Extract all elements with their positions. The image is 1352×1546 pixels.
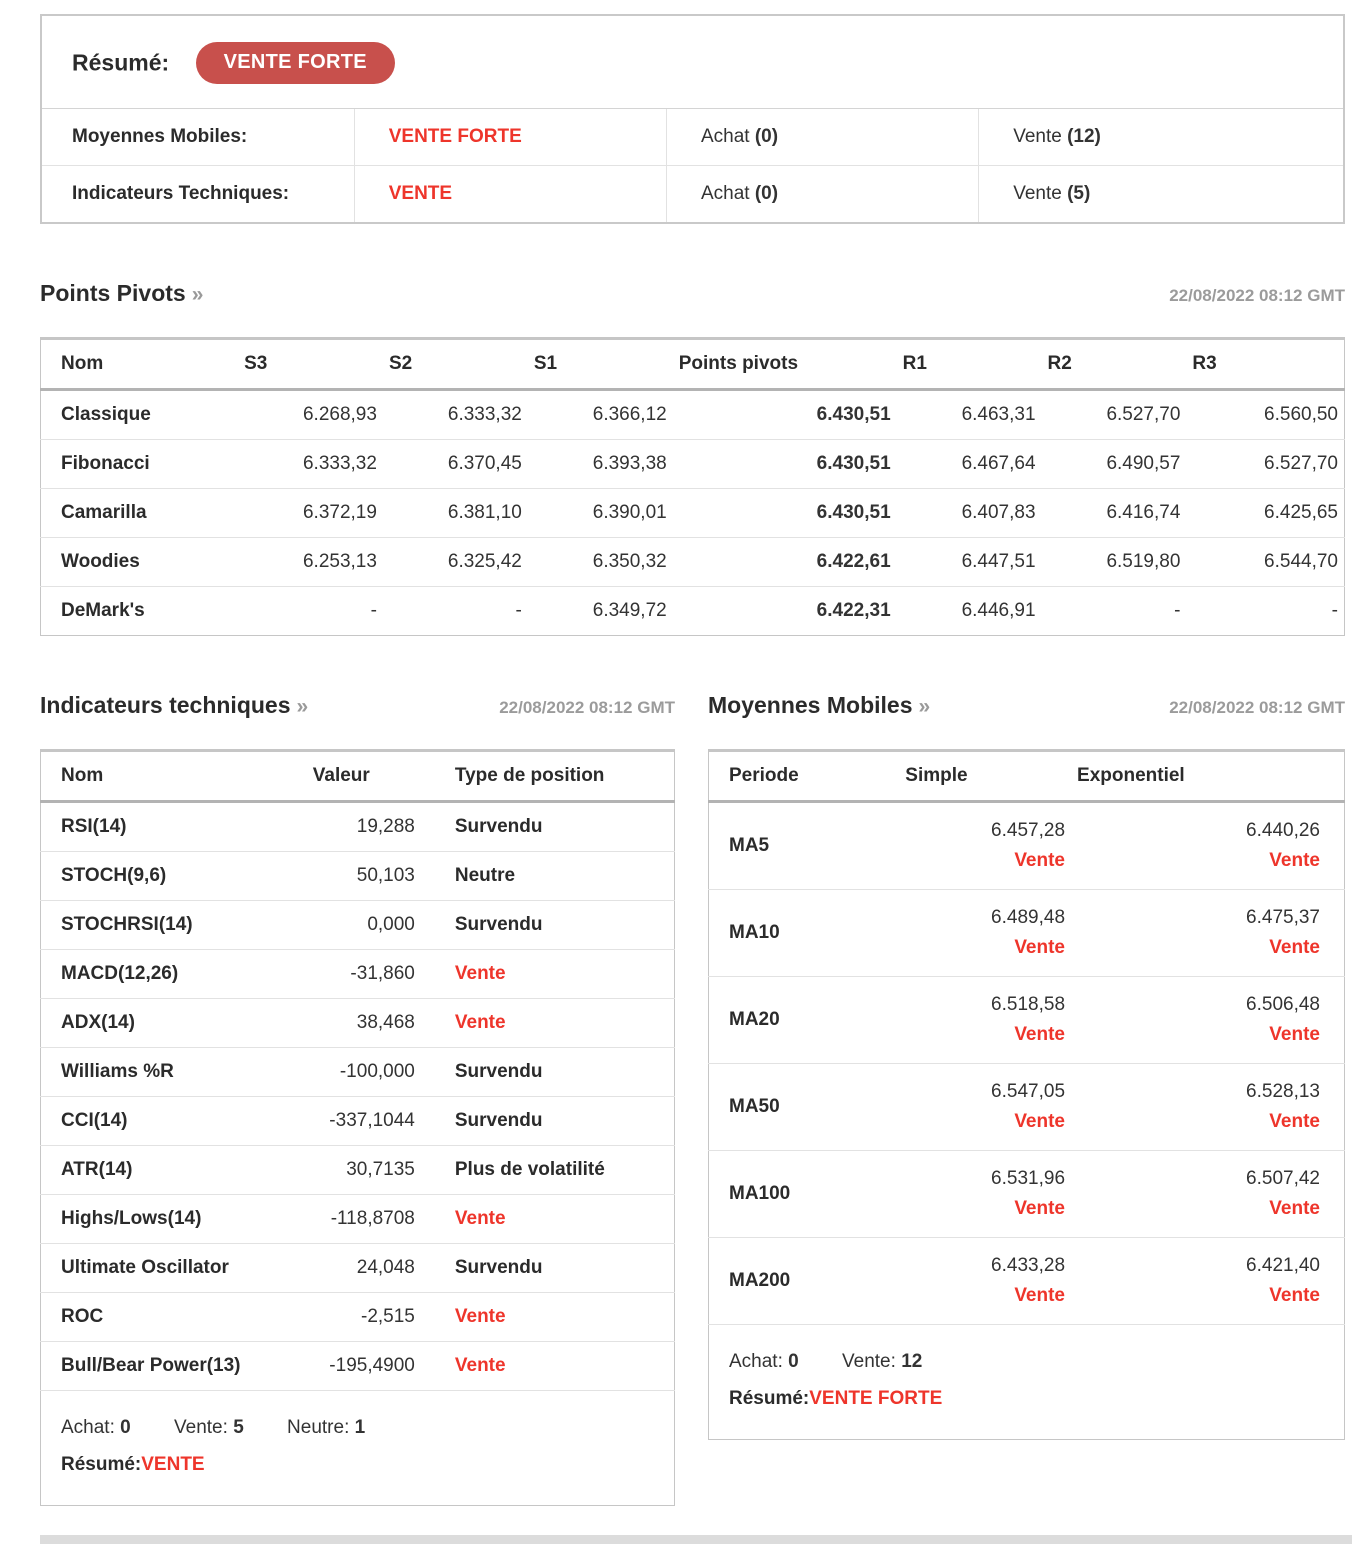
col-header-s3: S3: [238, 339, 383, 390]
summary-row-achat: Achat (0): [666, 166, 978, 223]
pivot-points-table: [40, 337, 1345, 636]
col-header-valeur: Valeur: [307, 751, 421, 802]
indicator-row-macd: MACD(12,26) -31,860 Vente: [41, 950, 675, 999]
pivot-header-row: [41, 339, 1345, 390]
col-header-points-pivots: Points pivots: [673, 339, 897, 390]
pivot-row-demarks: DeMark's - - 6.349,72 6.422,31 6.446,91 - -: [41, 587, 1345, 636]
ma-row-ma100: MA100 6.531,96 Vente 6.507,42 Vente: [709, 1151, 1345, 1238]
summary-header: [42, 16, 1343, 109]
ma-row-ma10: MA10 6.489,48 Vente 6.475,37 Vente: [709, 890, 1345, 977]
moving-averages-summary: Résumé:VENTE FORTE: [729, 1388, 943, 1409]
moving-averages-counts: Achat: 0 Vente: 12: [729, 1351, 923, 1372]
indicators-summary: Résumé:VENTE: [61, 1454, 205, 1475]
indicators-section-header: [40, 692, 675, 719]
indicator-row-stoch: STOCH(9,6) 50,103 Neutre: [41, 852, 675, 901]
moving-averages-panel: [708, 692, 1345, 1506]
ma-row-ma200: MA200 6.433,28 Vente 6.421,40 Vente: [709, 1238, 1345, 1325]
summary-row-technical-indicators: [42, 166, 1343, 223]
col-header-r2: R2: [1042, 339, 1187, 390]
moving-averages-footer-row: [709, 1325, 1345, 1440]
chevron-right-icon: »: [296, 695, 309, 718]
pivot-row-classique: Classique 6.268,93 6.333,32 6.366,12 6.430,51 6.463,31 6.527,70 6.560,50: [61, 404, 1338, 425]
indicator-row-rsi: RSI(14) 19,288 Survendu: [61, 816, 543, 837]
ma-row-ma5: MA5 6.457,28 Vente 6.440,26 Vente: [729, 820, 1320, 871]
indicator-row-highs-lows: Highs/Lows(14) -118,8708 Vente: [41, 1195, 675, 1244]
summary-badge: VENTE FORTE: [196, 42, 395, 84]
col-header-exponentiel: Exponentiel: [1071, 751, 1344, 802]
moving-averages-timestamp: 22/08/2022 08:12 GMT: [1169, 698, 1345, 717]
pivots-timestamp: 22/08/2022 08:12 GMT: [1169, 286, 1345, 305]
col-header-type: Type de position: [421, 751, 675, 802]
summary-box: [40, 14, 1345, 224]
summary-row-vente: Vente (5): [979, 166, 1343, 223]
moving-averages-section-header: [708, 692, 1345, 719]
summary-title: Résumé:: [72, 49, 170, 76]
indicators-counts: Achat: 0 Vente: 5 Neutre: 1: [61, 1417, 366, 1438]
summary-row-label: Indicateurs Techniques:: [42, 166, 354, 223]
summary-row-vente: Vente (12): [979, 109, 1343, 166]
summary-row-achat: Achat (0): [666, 109, 978, 166]
indicator-row-cci: CCI(14) -337,1044 Survendu: [41, 1097, 675, 1146]
moving-averages-title-link[interactable]: Moyennes Mobiles »: [708, 692, 931, 718]
pivots-section-header: [40, 280, 1345, 307]
indicators-table: [40, 749, 675, 1506]
moving-averages-header-row: [709, 751, 1345, 802]
col-header-s2: S2: [383, 339, 528, 390]
ma-row-ma50: MA50 6.547,05 Vente 6.528,13 Vente: [709, 1064, 1345, 1151]
indicator-row-roc: ROC -2,515 Vente: [41, 1293, 675, 1342]
indicator-row-williams: Williams %R -100,000 Survendu: [41, 1048, 675, 1097]
pivot-row-camarilla: Camarilla 6.372,19 6.381,10 6.390,01 6.430,51 6.407,83 6.416,74 6.425,65: [41, 489, 1345, 538]
col-header-s1: S1: [528, 339, 673, 390]
pivot-row-fibonacci: Fibonacci 6.333,32 6.370,45 6.393,38 6.430,51 6.467,64 6.490,57 6.527,70: [41, 440, 1345, 489]
indicator-row-ultimate-oscillator: Ultimate Oscillator 24,048 Survendu: [41, 1244, 675, 1293]
indicator-row-adx: ADX(14) 38,468 Vente: [41, 999, 675, 1048]
indicator-row-bull-bear-power: Bull/Bear Power(13) -195,4900 Vente: [41, 1342, 675, 1391]
bottom-divider: [40, 1535, 1352, 1544]
col-header-r1: R1: [897, 339, 1042, 390]
col-header-nom: Nom: [41, 339, 239, 390]
technical-indicators-panel: [40, 692, 675, 1506]
indicator-row-atr: ATR(14) 30,7135 Plus de volatilité: [41, 1146, 675, 1195]
pivots-title-link[interactable]: Points Pivots »: [40, 280, 204, 306]
indicators-timestamp: 22/08/2022 08:12 GMT: [499, 698, 675, 717]
col-header-simple: Simple: [899, 751, 1071, 802]
indicators-header-row: [41, 751, 675, 802]
chevron-right-icon: »: [191, 283, 204, 306]
summary-row-signal: VENTE: [354, 166, 666, 223]
page: [40, 0, 1345, 1506]
summary-row-signal: VENTE FORTE: [354, 109, 666, 166]
col-header-periode: Periode: [709, 751, 900, 802]
pivot-row-woodies: Woodies 6.253,13 6.325,42 6.350,32 6.422,61 6.447,51 6.519,80 6.544,70: [41, 538, 1345, 587]
col-header-nom: Nom: [41, 751, 307, 802]
indicators-title-link[interactable]: Indicateurs techniques »: [40, 692, 309, 718]
col-header-r3: R3: [1186, 339, 1344, 390]
ma-row-ma20: MA20 6.518,58 Vente 6.506,48 Vente: [709, 977, 1345, 1064]
summary-table: [42, 109, 1343, 222]
moving-averages-table: [708, 749, 1345, 1440]
summary-row-moving-averages: [42, 109, 1343, 166]
chevron-right-icon: »: [918, 695, 931, 718]
indicator-row-stochrsi: STOCHRSI(14) 0,000 Survendu: [41, 901, 675, 950]
summary-row-label: Moyennes Mobiles:: [72, 126, 248, 147]
indicators-footer-row: [41, 1391, 675, 1506]
